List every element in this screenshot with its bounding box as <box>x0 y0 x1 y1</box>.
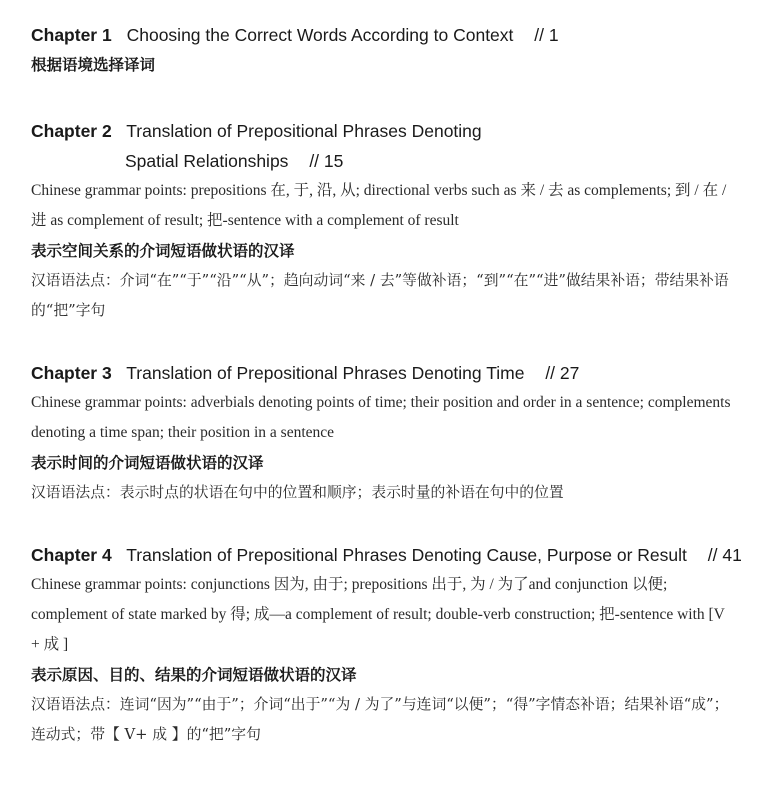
chapter-4-en-grammar-points: Chinese grammar points: conjunctions 因为, 由于; prepositions 出于, 为 / 为了and conjunction 以便; complement of state marked by 得; 成—a complement of result; double-verb construction; 把-sentence with [V + 成 ] <box>31 576 725 653</box>
chapter-3-en-grammar-points: Chinese grammar points: adverbials denoting points of time; their position and order in a sentence; complements denoting a time span; their position in a sentence <box>31 394 731 441</box>
chapter-2-title-line1: Translation of Prepositional Phrases Denoting <box>126 121 482 141</box>
chapter-1-label: Chapter 1 <box>31 25 112 45</box>
chapter-4-title: Translation of Prepositional Phrases Denoting Cause, Purpose or Result <box>126 545 687 565</box>
chapter-2-page: // 15 <box>309 151 344 171</box>
chapter-3-heading[interactable] <box>31 358 731 388</box>
chapter-4-label: Chapter 4 <box>31 545 112 565</box>
chapter-4-heading[interactable] <box>31 540 742 570</box>
chapter-2-title-line2: Spatial Relationships <box>125 151 289 171</box>
chapter-4-page: // 41 <box>707 545 742 565</box>
chapter-1-zh-title: 根据语境选择译词 <box>31 56 156 74</box>
table-of-contents <box>31 20 742 750</box>
chapter-2-zh-title: 表示空间关系的介词短语做状语的汉译 <box>31 242 295 260</box>
chapter-3-page: // 27 <box>545 363 580 383</box>
chapter-2-entry <box>31 116 731 358</box>
chapter-4-zh-grammar-points: 汉语语法点：连词“因为”“由于”；介词“出于”“为 / 为了”与连词“以便”；“得”字情态补语；结果补语“成”；连动式；带【 V+ 成 】的“把”字句 <box>31 696 729 743</box>
chapter-1-heading[interactable] <box>31 20 731 50</box>
chapter-3-zh-title: 表示时间的介词短语做状语的汉译 <box>31 454 264 472</box>
chapter-2-label: Chapter 2 <box>31 121 112 141</box>
chapter-4-zh-title: 表示原因、目的、结果的介词短语做状语的汉译 <box>31 666 357 684</box>
chapter-2-heading[interactable] <box>31 116 731 176</box>
chapter-2-en-grammar-points: Chinese grammar points: prepositions 在, 于, 沿, 从; directional verbs such as 来 / 去 as complements; 到 / 在 / 进 as complement of result; 把-sentence with a complement of result <box>31 182 727 229</box>
chapter-1-title: Choosing the Correct Words According to Context <box>126 25 514 45</box>
chapter-3-zh-grammar-points: 汉语语法点：表示时点的状语在句中的位置和顺序；表示时量的补语在句中的位置 <box>31 484 564 501</box>
chapter-3-label: Chapter 3 <box>31 363 112 383</box>
chapter-1-page: // 1 <box>534 25 559 45</box>
chapter-2-zh-grammar-points: 汉语语法点：介词“在”“于”“沿”“从”；趋向动词“来 / 去”等做补语；“到”“在”“进”做结果补语；带结果补语的“把”字句 <box>31 272 729 319</box>
chapter-3-title: Translation of Prepositional Phrases Denoting Time <box>126 363 525 383</box>
chapter-1-entry <box>31 20 731 116</box>
chapter-3-entry <box>31 358 731 540</box>
chapter-4-entry <box>31 540 742 750</box>
